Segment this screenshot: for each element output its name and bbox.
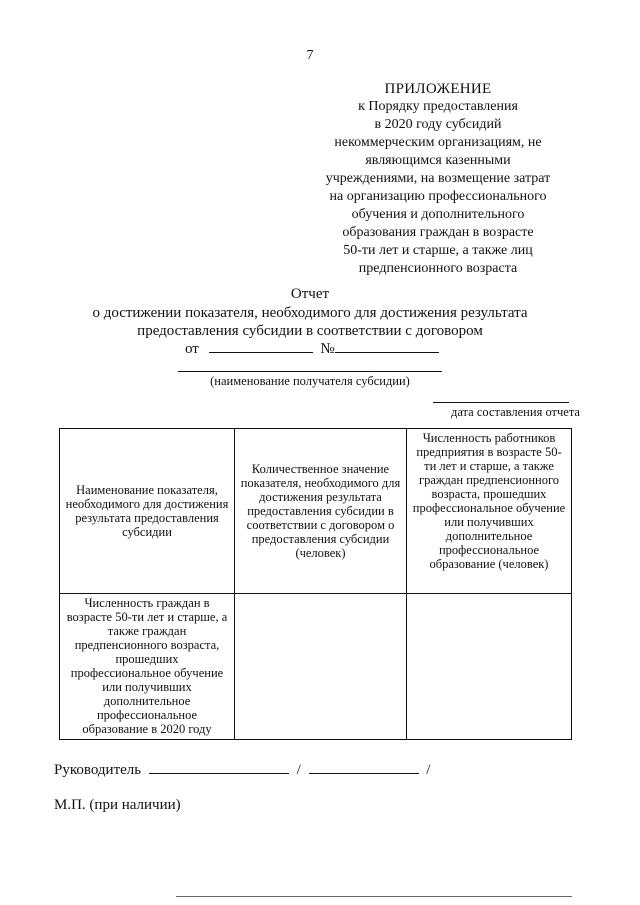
table-cell-input[interactable] (407, 594, 572, 740)
report-date-field[interactable] (433, 402, 569, 403)
appendix-line: 50-ти лет и старше, а также лиц (343, 243, 533, 258)
report-subtitle (60, 304, 560, 340)
signature-label: Руководитель (54, 762, 142, 778)
report-date-caption: дата составления отчета (450, 405, 580, 419)
date-blank-field[interactable] (209, 339, 313, 353)
signature-separator: / (296, 762, 301, 778)
bottom-divider (176, 896, 572, 897)
recipient-caption: (наименование получателя субсидии) (210, 374, 410, 388)
table-header-row (60, 429, 572, 594)
report-table (59, 428, 572, 740)
appendix-line: в 2020 году субсидий (374, 117, 502, 132)
number-label: № (320, 341, 335, 357)
page-number: 7 (306, 48, 314, 63)
appendix-line: являющимся казенными (365, 153, 511, 168)
appendix-line: обучения и дополнительного (351, 207, 525, 222)
appendix-line: некоммерческим организациям, не (334, 135, 542, 150)
report-subtitle-line: предоставления субсидии в соответствии с договором (137, 323, 483, 339)
signature-line (54, 760, 430, 779)
report-subtitle-line: о достижении показателя, необходимого для достижения результата (92, 305, 528, 321)
signature-field[interactable] (149, 760, 289, 774)
number-blank-field[interactable] (335, 339, 439, 353)
table-row (60, 594, 572, 740)
appendix-line: к Порядку предоставления (358, 99, 518, 114)
appendix-line: образования граждан в возрасте (342, 225, 534, 240)
table-cell-input[interactable] (235, 594, 407, 740)
table-header-cell: Наименование показателя, необходимого для достижения результата предоставления субсидии (60, 429, 235, 594)
stamp-label: М.П. (при наличии) (54, 797, 181, 813)
appendix-line: учреждениями, на возмещение затрат (325, 171, 551, 186)
appendix-block (318, 80, 558, 278)
recipient-name-field[interactable] (178, 371, 442, 372)
from-label: от (185, 341, 199, 357)
signature-end: / (426, 762, 431, 778)
report-title: Отчет (290, 286, 330, 302)
table-header-cell: Численность работников предприятия в возрасте 50-ти лет и старше, а также граждан предпенсионного возраста, прошедших профессиональное обучение или получивших дополнительное профессиональное образование (человек) (407, 429, 572, 594)
appendix-line: на организацию профессионального (329, 189, 547, 204)
table-cell: Численность граждан в возрасте 50-ти лет и старше, а также граждан предпенсионного возраста, прошедших профессиональное обучение или получивших дополнительное профессиональное образование в 2020 году (60, 594, 235, 740)
date-number-line (185, 339, 439, 358)
name-field[interactable] (309, 760, 419, 774)
table-header-cell: Количественное значение показателя, необходимого для достижения результата предоставления субсидии в соответствии с договором о предоставления субсидии (человек) (235, 429, 407, 594)
appendix-line: предпенсионного возраста (358, 261, 518, 276)
appendix-title: ПРИЛОЖЕНИЕ (384, 81, 492, 97)
